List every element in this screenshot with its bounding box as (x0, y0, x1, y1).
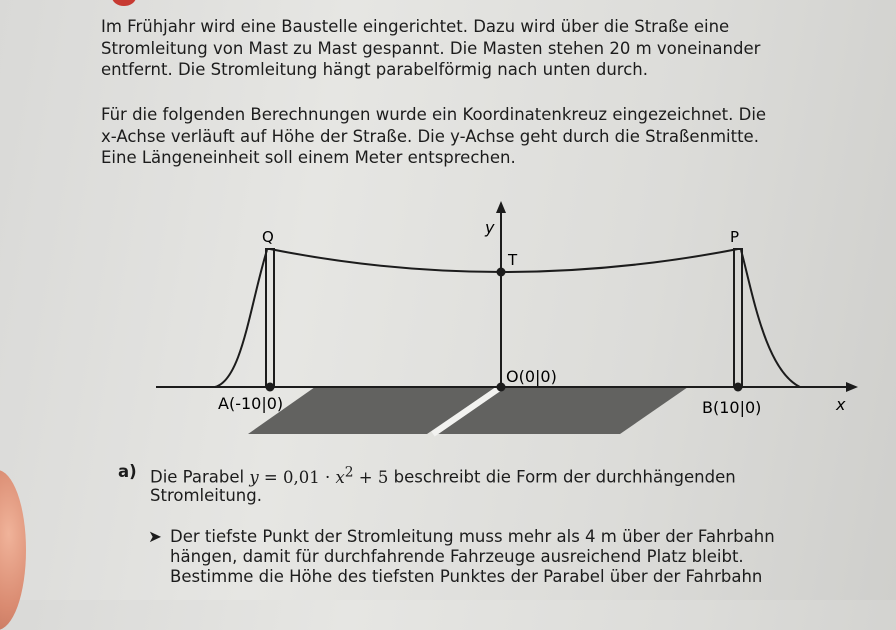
label-y: y (485, 218, 495, 237)
point-A (266, 383, 275, 392)
bullet-line-3: Bestimme die Höhe des tiefsten Punktes der Parabel über der Fahrbahn (170, 567, 763, 586)
point-B (734, 383, 743, 392)
point-T (497, 268, 506, 277)
label-T: T (508, 251, 518, 269)
intro-line-2: Stromleitung von Mast zu Mast gespannt. Die Masten stehen 20 m voneinander (101, 38, 761, 58)
formula-y: y (249, 467, 259, 487)
mast-left (266, 249, 274, 387)
label-origin: O(0|0) (506, 367, 557, 386)
finger (0, 470, 26, 630)
point-O (497, 383, 506, 392)
coordinate-line-2: x-Achse verläuft auf Höhe der Straße. Die y-Achse geht durch die Straßenmitte. (101, 126, 759, 146)
guy-wire-left (215, 250, 267, 387)
mast-right (734, 249, 742, 387)
power-line-parabola (270, 249, 738, 272)
formula (249, 464, 389, 487)
label-P: P (730, 228, 740, 246)
label-x: x (836, 395, 846, 414)
formula-end: + 5 (353, 467, 389, 487)
y-axis-arrow-icon (496, 201, 506, 213)
task-a-line-2: Stromleitung. (150, 486, 262, 505)
intro-paragraph (101, 16, 871, 81)
bullet-line-2: hängen, damit für durchfahrende Fahrzeuge ausreichend Platz bleibt. (170, 547, 744, 566)
guy-wire-right (741, 250, 800, 387)
label-A: A(-10|0) (218, 394, 284, 413)
task-a-label: a) (118, 462, 137, 481)
task-a-text-before: Die Parabel (150, 467, 250, 487)
formula-exponent: 2 (344, 464, 354, 480)
label-B: B(10|0) (702, 398, 762, 417)
coordinate-line-3: Eine Längeneinheit soll einem Meter entsprechen. (101, 148, 516, 167)
label-Q: Q (262, 228, 274, 246)
formula-x: x (335, 467, 345, 487)
bullet-line-1: Der tiefste Punkt der Stromleitung muss mehr als 4 m über der Fahrbahn (170, 527, 775, 546)
formula-mid: = 0,01 · (258, 467, 336, 487)
task-a-text-after: beschreibt die Form der durchhängenden (388, 467, 736, 487)
coordinate-paragraph (101, 104, 871, 169)
intro-line-3: entfernt. Die Stromleitung hängt parabelförmig nach unten durch. (101, 60, 648, 79)
power-line-figure (140, 195, 860, 440)
coordinate-line-1: Für die folgenden Berechnungen wurde ein Koordinatenkreuz eingezeichnet. Die (101, 105, 767, 124)
arrow-bullet-icon: ➤ (148, 527, 162, 546)
intro-line-1: Im Frühjahr wird eine Baustelle eingerichtet. Dazu wird über die Straße eine (101, 17, 730, 36)
x-axis-arrow-icon (846, 382, 858, 392)
red-mark (112, 0, 136, 6)
